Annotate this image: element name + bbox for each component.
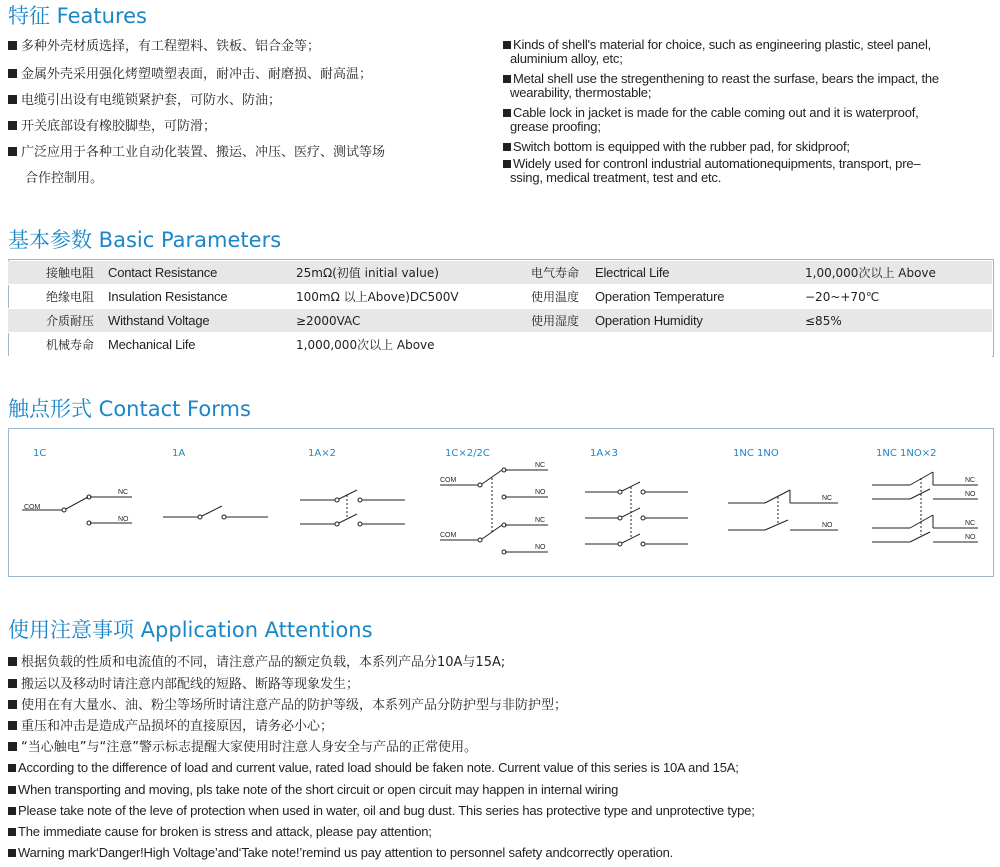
terminal-label-nc: NC: [118, 489, 129, 496]
terminal-label-no: NO: [535, 544, 546, 551]
param-value: 25mΩ(初值 initial value): [296, 261, 531, 285]
bullet-square-icon: [8, 657, 17, 666]
diagram-1a: [163, 506, 268, 519]
bullet-square-icon: [8, 807, 16, 815]
param-name-en: Insulation Resistance: [108, 289, 228, 304]
param-name-en: Operation Temperature: [595, 289, 725, 304]
terminal-label-com: COM: [440, 477, 457, 484]
contact-form-label: 1NC 1NO×2: [876, 448, 937, 459]
param-name-zh: 接触电阻: [46, 261, 108, 285]
param-name-zh: 绝缘电阻: [46, 290, 95, 304]
diagram-1nc-1no-x2: [872, 472, 978, 542]
param-name-en: Contact Resistance: [108, 261, 296, 285]
list-item: 开关底部设有橡胶脚垫，可防滑；: [8, 118, 216, 135]
param-name-en: Operation Humidity: [595, 309, 805, 333]
param-name-en: Mechanical Life: [108, 337, 196, 352]
list-item: 多种外壳材质选择，有工程塑料、铁板、铝合金等；: [8, 38, 320, 55]
list-item: Please take note of the leve of protection when used in water, oil and bug dust. This series has protective type and unprotective type;: [8, 804, 755, 818]
bullet-square-icon: [8, 828, 16, 836]
terminal-label-no: NO: [965, 534, 976, 541]
param-value: 100mΩ 以上Above)DC500V: [296, 290, 459, 304]
list-item: The immediate cause for broken is stress and attack, please pay attention;: [8, 825, 432, 839]
param-value: ≥2000VAC: [296, 309, 531, 333]
terminal-label-com: COM: [440, 532, 457, 539]
list-item: When transporting and moving, pls take note of the short circuit or open circuit may happen in internal wiring: [8, 783, 618, 797]
contact-form-label: 1C×2/2C: [445, 448, 490, 459]
attentions-title: 使用注意事项 Application Attentions: [8, 618, 373, 642]
terminal-label-no: NO: [822, 522, 833, 529]
param-name-zh: 介质耐压: [46, 309, 108, 333]
list-item: Warning mark‘Danger!High Voltage’and‘Take note!’remind us pay attention to personnel safety andcorrectly operation.: [8, 846, 673, 860]
contact-form-label: 1A×3: [590, 448, 618, 459]
list-item: 广泛应用于各种工业自动化装置、搬运、冲压、医疗、测试等场: [8, 144, 385, 161]
bullet-square-icon: [8, 742, 17, 751]
list-item: 根据负载的性质和电流值的不同，请注意产品的额定负载，本系列产品分10A与15A;: [8, 654, 505, 671]
list-item: Widely used for contronl industrial automationequipments, transport, pre– ssing, medical treatment, test and etc.: [503, 157, 920, 185]
list-item: According to the difference of load and current value, rated load should be faken note. Current value of this series is 10A and 15A;: [8, 761, 739, 775]
bullet-square-icon: [8, 764, 16, 772]
diagram-1a-x2: [300, 490, 405, 526]
terminal-label-no: NO: [118, 516, 129, 523]
terminal-label-no: NO: [535, 489, 546, 496]
list-item: Kinds of shell's material for choice, such as engineering plastic, steel panel, aluminium alloy, etc;: [503, 38, 931, 66]
param-value: 1,00,000次以上 Above: [805, 261, 992, 285]
param-name-zh: 机械寿命: [46, 338, 95, 352]
contact-form-label: 1A×2: [308, 448, 336, 459]
diagram-1a-x3: [585, 482, 688, 546]
terminal-label-no: NO: [965, 491, 976, 498]
param-name-zh: 使用湿度: [531, 309, 595, 333]
list-item: 使用在有大量水、油、粉尘等场所时请注意产品的防护等级，本系列产品分防护型与非防护型；: [8, 697, 567, 714]
list-item: Metal shell use the stregenthening to reast the surfase, bears the impact, the wearability, thermostable;: [503, 72, 939, 100]
param-value: ≤85%: [805, 309, 992, 333]
list-item-continuation: 合作控制用。: [25, 171, 104, 186]
bullet-square-icon: [8, 721, 17, 730]
terminal-label-nc: NC: [822, 495, 833, 502]
param-name-en: Electrical Life: [595, 261, 805, 285]
bullet-square-icon: [8, 679, 17, 688]
list-item: Switch bottom is equipped with the rubber pad, for skidproof;: [503, 140, 850, 154]
param-name-en: Withstand Voltage: [108, 309, 296, 333]
contact-form-label: 1A: [172, 448, 186, 459]
list-item: 电缆引出设有电缆锁紧护套，可防水、防油；: [8, 92, 281, 109]
param-value: 1,000,000次以上 Above: [296, 338, 435, 352]
terminal-label-nc: NC: [535, 462, 546, 469]
bullet-square-icon: [8, 849, 16, 857]
param-value: −20~+70℃: [805, 289, 880, 304]
bullet-square-icon: [8, 700, 17, 709]
params-title: 基本参数 Basic Parameters: [8, 228, 282, 252]
terminal-label-com: COM: [24, 504, 41, 511]
param-name-zh: 电气寿命: [531, 261, 595, 285]
features-title: 特征 Features: [8, 4, 147, 28]
contact-form-label: 1C: [33, 448, 47, 459]
list-item: 重压和冲击是造成产品损坏的直接原因，请务必小心；: [8, 718, 333, 735]
terminal-label-nc: NC: [965, 477, 976, 484]
list-item: Cable lock in jacket is made for the cable coming out and it is waterproof, grease proofing;: [503, 106, 919, 134]
list-item: 金属外壳采用强化烤塑喷塑表面，耐冲击、耐磨损、耐高温；: [8, 66, 372, 83]
bullet-square-icon: [8, 786, 16, 794]
list-item: “当心触电”与“注意”警示标志提醒大家使用时注意人身安全与产品的正常使用。: [8, 739, 477, 756]
terminal-label-nc: NC: [965, 520, 976, 527]
param-name-zh: 使用温度: [531, 290, 580, 304]
contact-form-label: 1NC 1NO: [733, 448, 779, 459]
terminal-label-nc: NC: [535, 517, 546, 524]
list-item: 搬运以及移动时请注意内部配线的短路、断路等现象发生；: [8, 676, 359, 693]
contact-forms-title: 触点形式 Contact Forms: [8, 397, 251, 421]
